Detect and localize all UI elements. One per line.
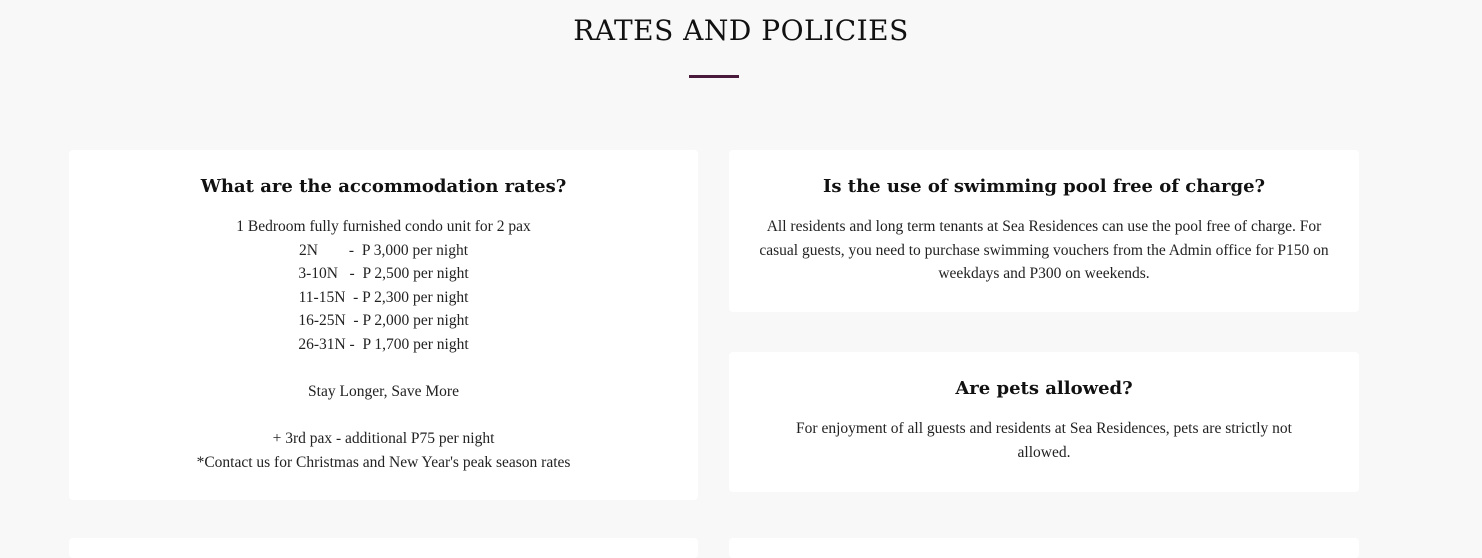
peak-season-note: *Contact us for Christmas and New Year's peak season rates: [196, 453, 571, 471]
faq-question: Are pets allowed?: [955, 378, 1133, 399]
promo-line: Stay Longer, Save More: [308, 383, 459, 401]
faq-answer: [729, 215, 1359, 286]
faq-question: What are the accommodation rates?: [200, 176, 567, 197]
faq-answer: [729, 417, 1359, 464]
rate-line: 16-25N - P 2,000 per night: [298, 312, 469, 330]
spacer: [69, 357, 698, 381]
extra-pax-line: + 3rd pax - additional P75 per night: [272, 430, 495, 448]
faq-answer-text: For enjoyment of all guests and residents at Sea Residences, pets are strictly not allowed.: [796, 420, 1292, 461]
faq-question: Is the use of swimming pool free of charge?: [822, 176, 1266, 197]
faq-answer-text: All residents and long term tenants at Sea Residences can use the pool free of charge. For casual guests, you need to purchase swimming vouchers from the Admin office for P150 on weekdays and P300 on weekends.: [759, 218, 1329, 283]
title-divider: [689, 75, 739, 78]
rate-line: 11-15N - P 2,300 per night: [298, 288, 469, 306]
faq-answer: [69, 215, 698, 475]
rate-line: 26-31N - P 1,700 per night: [298, 335, 469, 353]
rate-line: 2N - P 3,000 per night: [298, 241, 469, 259]
section-title: RATES AND POLICIES: [573, 14, 909, 47]
faq-card-next-right: [729, 538, 1359, 558]
faq-card-pets: [729, 352, 1359, 492]
faq-card-next: [69, 538, 698, 558]
rate-line: 3-10N - P 2,500 per night: [298, 265, 469, 283]
faq-card-swimming-pool: [729, 150, 1359, 312]
rate-line: 1 Bedroom fully furnished condo unit for 2 pax: [236, 218, 531, 235]
spacer: [69, 404, 698, 428]
faq-card-accommodation-rates: [69, 150, 698, 500]
